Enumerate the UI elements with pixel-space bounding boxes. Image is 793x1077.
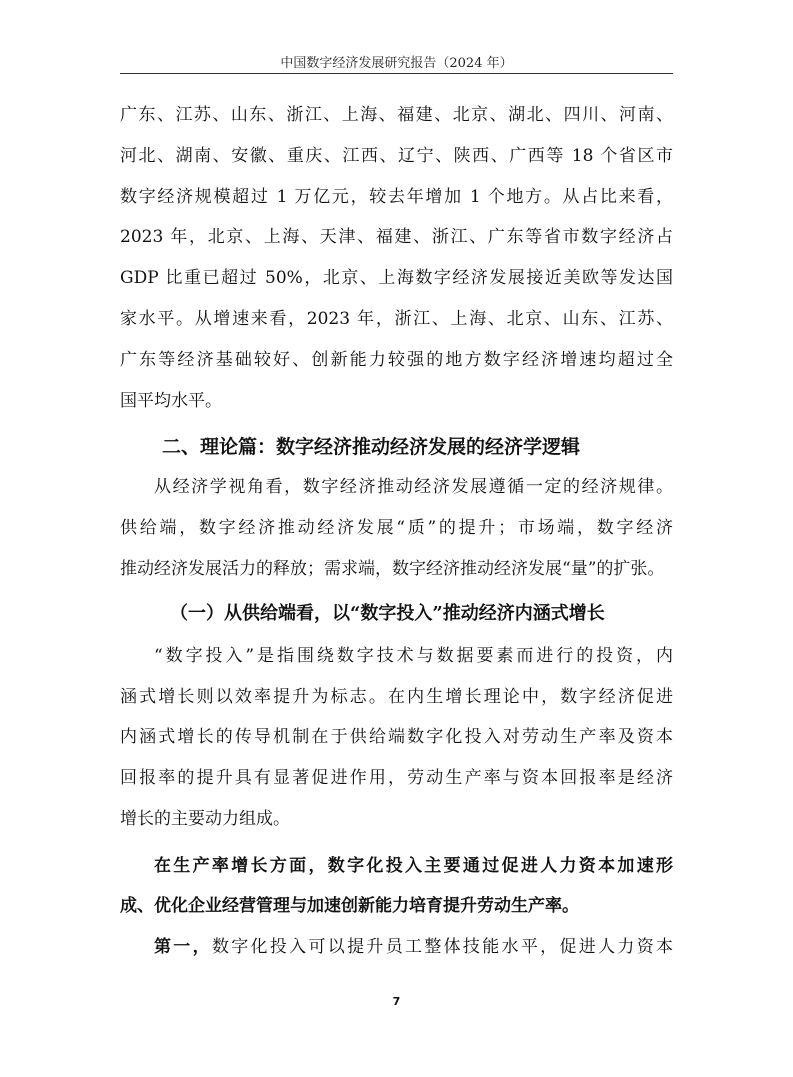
text-line: 河北、湖南、安徽、重庆、江西、辽宁、陕西、广西等 18 个省区市 [120,145,673,166]
paragraph-first-point [120,927,673,968]
page-body [120,95,673,968]
paragraph-provinces [120,95,673,421]
running-header: 中国数字经济发展研究报告（2024 年） [280,56,513,71]
header-divider [120,73,673,74]
text-line: 国平均水平。 [120,390,222,411]
text-line: 增长的主要动力组成。 [120,808,290,829]
text-span: 数字化投入可以提升员工整体技能水平，促进人力资本 [211,936,674,957]
text-line: 涵式增长则以效率提升为标志。在内生增长理论中，数字经济促进 [120,686,673,707]
lead-in-label: 第一， [154,936,212,957]
text-line: 内涵式增长的传导机制在于供给端数字化投入对劳动生产率及资本 [120,727,673,748]
text-line: 回报率的提升具有显著促进作用，劳动生产率与资本回报率是经济 [120,768,673,789]
page-number: 7 [392,995,401,1008]
paragraph-productivity-bold [120,846,673,927]
text-line: 广东等经济基础较好、创新能力较强的地方数字经济增速均超过全 [120,349,673,370]
text-line: “数字投入”是指围绕数字技术与数据要素而进行的投资，内 [154,645,673,666]
text-line: 在生产率增长方面，数字化投入主要通过促进人力资本加速形 [154,855,673,876]
text-line: 推动经济发展活力的释放；需求端，数字经济推动经济发展“量”的扩张。 [120,558,665,579]
subsection-heading: （一）从供给端看，以“数字投入”推动经济内涵式增长 [170,602,605,624]
paragraph-economics-logic [120,467,673,589]
text-line: 数字经济规模超过 1 万亿元，较去年增加 1 个地方。从占比来看， [120,186,673,207]
section-heading: 二、理论篇：数字经济推动经济发展的经济学逻辑 [162,436,581,459]
text-line: 从经济学视角看，数字经济推动经济发展遵循一定的经济规律。 [154,477,673,498]
paragraph-digital-input [120,636,673,840]
text-line: 广东、江苏、山东、浙江、上海、福建、北京、湖北、四川、河南、 [120,105,673,125]
text-line: GDP 比重已超过 50%，北京、上海数字经济发展接近美欧等发达国 [120,268,673,289]
text-line: 家水平。从增速来看，2023 年，浙江、上海、北京、山东、江苏、 [120,308,673,329]
text-line: 成、优化企业经营管理与加速创新能力培育提升劳动生产率。 [120,896,579,917]
text-line: 2023 年，北京、上海、天津、福建、浙江、广东等省市数字经济占 [120,227,673,248]
text-line: 供给端，数字经济推动经济发展“质”的提升；市场端，数字经济 [120,518,673,539]
